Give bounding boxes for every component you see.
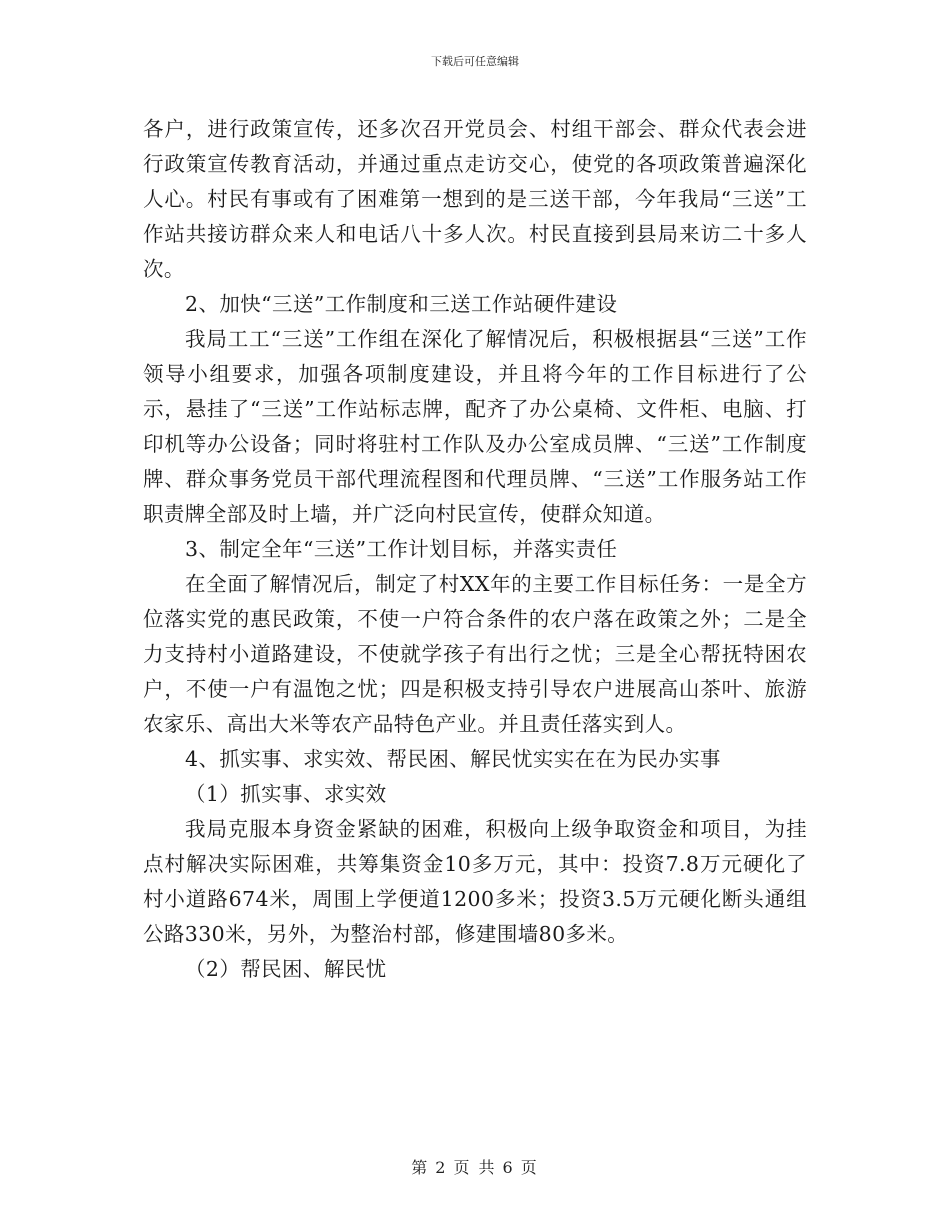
subheading-4-1: （1）抓实事、求实效: [185, 782, 387, 806]
footer-suffix: 页: [520, 1158, 539, 1177]
subheading-4-2: （2）帮民困、解民忧: [185, 957, 387, 981]
paragraph-1: 各户，进行政策宣传，还多次召开党员会、村组干部会、群众代表会进行政策宣传教育活动，并通过重点走访交心，使党的各项政策普遍深化人心。村民有事或有了困难第一想到的是三送干部，今年我局“三送”工作站共接访群众来人和电话八十多人次。村民直接到县局来访二十多人次。: [143, 117, 807, 281]
heading-4: 4、抓实事、求实效、帮民困、解民忧实实在在为民办实事: [185, 747, 721, 771]
footer-total-pages: 6: [502, 1158, 515, 1177]
paragraph-4-1: 我局克服本身资金紧缺的困难，积极向上级争取资金和项目，为挂点村解决实际困难，共筹集资金10多万元，其中：投资7.8万元硬化了村小道路674米，周围上学便道1200多米；投资3.5万元硬化断头通组公路330米，另外，为整治村部，修建围墙80多米。: [143, 817, 807, 946]
paragraph-2: 我局工工“三送”工作组在深化了解情况后，积极根据县“三送”工作领导小组要求，加强各项制度建设，并且将今年的工作目标进行了公示，悬挂了“三送”工作站标志牌，配齐了办公桌椅、文件柜、电脑、打印机等办公设备；同时将驻村工作队及办公室成员牌、“三送”工作制度牌、群众事务党员干部代理流程图和代理员牌、“三送”工作服务站工作职责牌全部及时上墙，并广泛向村民宣传，使群众知道。: [143, 327, 807, 526]
footer-page-number: 2: [435, 1158, 448, 1177]
header-note: 下载后可任意编辑: [431, 55, 519, 68]
footer-prefix: 第: [411, 1158, 430, 1177]
paragraph-3: 在全面了解情况后，制定了村XX年的主要工作目标任务：一是全方位落实党的惠民政策，不使一户符合条件的农户落在政策之外；二是全力支持村小道路建设，不使就学孩子有出行之忧；三是全心帮抚特困农户，不使一户有温饱之忧；四是积极支持引导农户进展高山茶叶、旅游农家乐、高出大米等农产品特色产业。并且责任落实到人。: [143, 572, 807, 736]
heading-2: 2、加快“三送”工作制度和三送工作站硬件建设: [185, 292, 618, 316]
page-footer: [0, 1155, 950, 1178]
document-body: [143, 112, 807, 987]
heading-3: 3、制定全年“三送”工作计划目标，并落实责任: [185, 537, 618, 561]
footer-middle: 页 共: [453, 1158, 497, 1177]
